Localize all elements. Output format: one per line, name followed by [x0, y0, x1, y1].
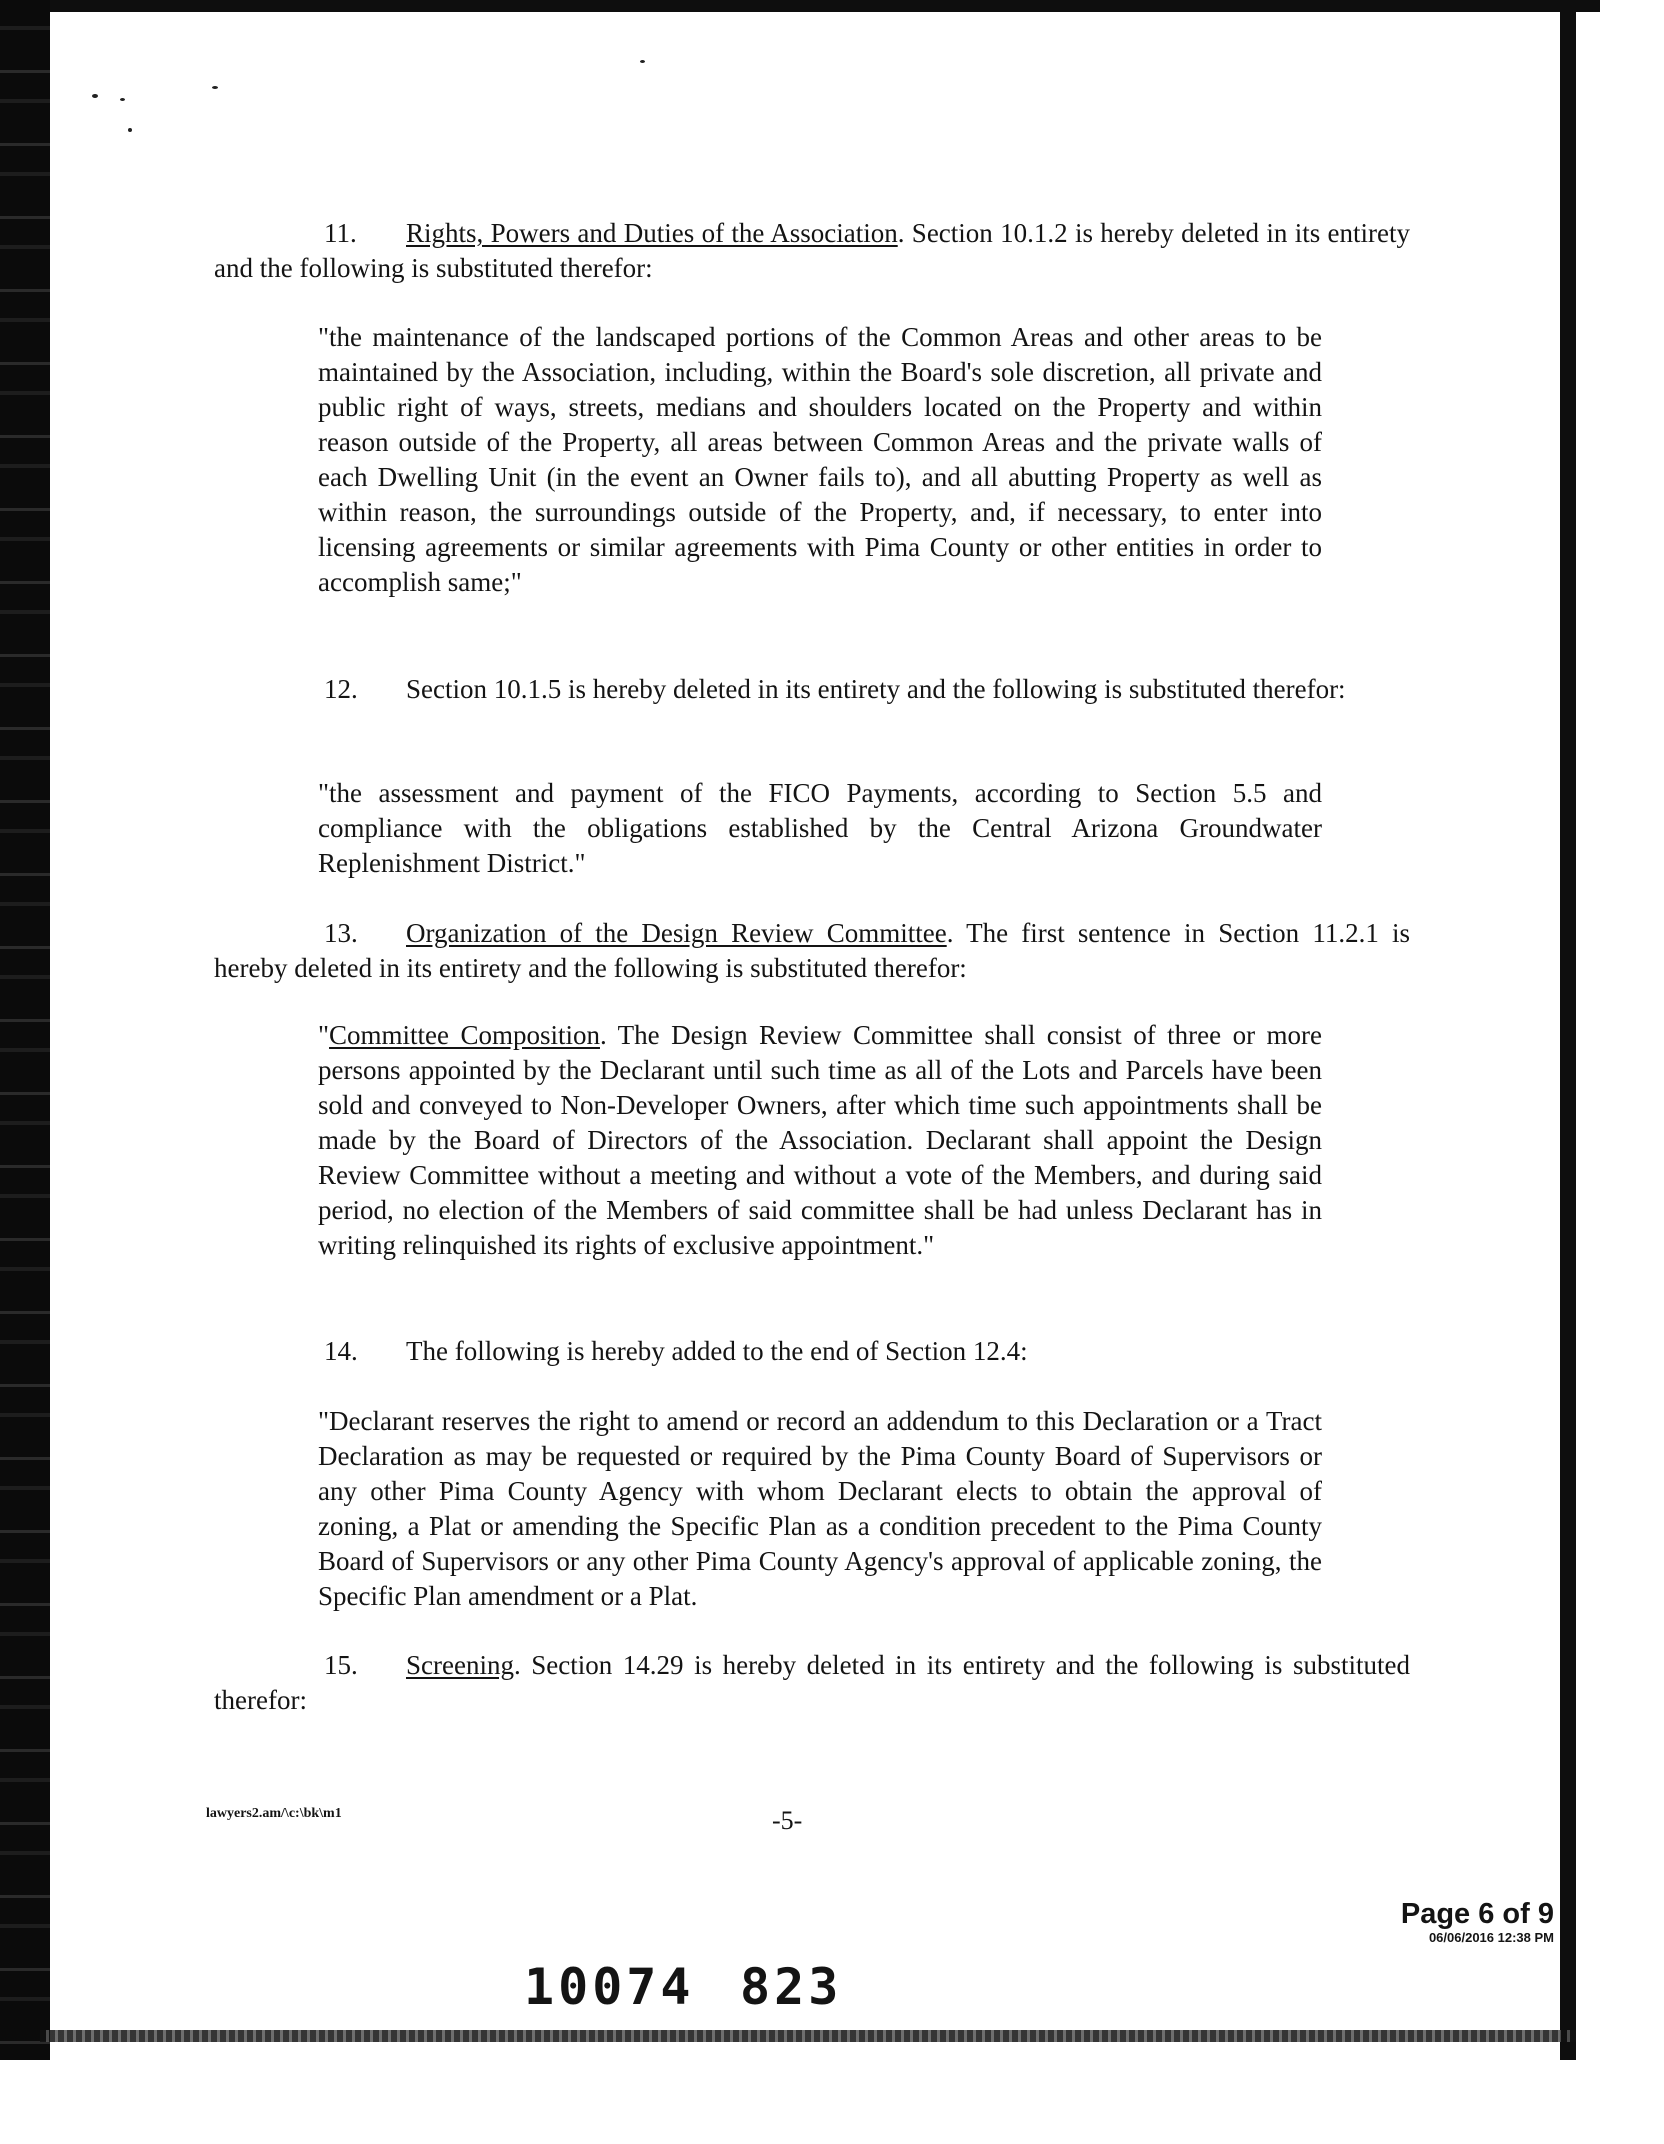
section-12-quote: "the assessment and payment of the FICO Payments, according to Section 5.5 and compliance with the obligations established by the Central Arizona Groundwater Replenishment District."	[318, 778, 1322, 878]
section-heading: Screening	[406, 1650, 514, 1680]
section-12-intro	[214, 672, 1410, 707]
scan-speck	[212, 86, 218, 89]
page-counter-stamp	[1401, 1898, 1554, 1945]
section-text: Section 10.1.5 is hereby deleted in its entirety and the following is substituted therefor:	[406, 674, 1346, 704]
section-number: 14.	[324, 1336, 358, 1366]
scan-speck	[92, 94, 98, 98]
section-11-quote: "the maintenance of the landscaped portions of the Common Areas and other areas to be maintained by the Association, including, within the Board's sole discretion, all private and public right of ways, streets, medians and shoulders located on the Property and within reason outside of the Property, all areas between Common Areas and the private walls of each Dwelling Unit (in the event an Owner fails to), and all abutting Property as well as within reason, the surroundings outside of the Property, and, if necessary, to enter into licensing agreements or similar agreements with Pima County or other entities in order to accomplish same;"	[318, 322, 1322, 597]
section-heading: Organization of the Design Review Committee	[406, 918, 947, 948]
scan-border-top	[0, 0, 1600, 12]
page-number: -5-	[772, 1806, 803, 1835]
section-number: 12.	[324, 674, 358, 704]
scan-border-right	[1560, 0, 1576, 2060]
section-11-intro	[214, 216, 1410, 286]
scan-speck	[640, 60, 645, 63]
print-timestamp: 06/06/2016 12:38 PM	[1428, 1930, 1554, 1945]
section-13-intro	[214, 916, 1410, 986]
section-number: 11.	[324, 218, 357, 248]
quote-text: . The Design Review Committee shall consist of three or more persons appointed by the Declarant until such time as all of the Lots and Parcels have been sold and conveyed to Non-Developer Owners, after which time such appointments shall be made by the Board of Directors of the Association. Declarant shall appoint the Design Review Committee without a meeting and without a vote of the Members, and during said period, no election of the Members of said committee shall be had unless Declarant has in writing relinquished its rights of exclusive appointment."	[318, 1020, 1322, 1260]
scan-border-left	[0, 0, 50, 2060]
section-heading: Rights, Powers and Duties of the Association	[406, 218, 898, 248]
section-14-intro	[214, 1334, 1410, 1369]
quote-heading: Committee Composition	[329, 1020, 600, 1050]
section-13-quote: "Committee Composition. The Design Review Committee shall consist of three or more persons appointed by the Declarant until such time as all of the Lots and Parcels have been sold and conveyed to Non-Developer Owners, after which time such appointments shall be made by the Board of Directors of the Association. Declarant shall appoint the Design Review Committee without a meeting and without a vote of the Members, and during said period, no election of the Members of said committee shall be had unless Declarant has in writing relinquished its rights of exclusive appointment."	[318, 1020, 1322, 1260]
page-of-label: Page 6 of 9	[1400, 1898, 1554, 1930]
scan-speck	[128, 128, 132, 132]
section-text: . The first sentence in Section 11.2.1 is hereby deleted in its entirety and the following is substituted therefor:	[214, 918, 1411, 983]
file-reference: lawyers2.am/\c:\bk\m1	[206, 1806, 342, 1821]
section-text: . Section 14.29 is hereby deleted in its entirety and the following is substituted therefor:	[214, 1650, 1410, 1715]
scan-speck	[120, 98, 125, 101]
section-14-quote: "Declarant reserves the right to amend or record an addendum to this Declaration or a Tract Declaration as may be requested or required by the Pima County Board of Supervisors or any other Pima County Agency with whom Declarant elects to obtain the approval of zoning, a Plat or amending the Specific Plan as a condition precedent to the Pima County Board of Supervisors or any other Pima County Agency's approval of applicable zoning, the Specific Plan amendment or a Plat.	[318, 1406, 1322, 1611]
section-15-intro	[214, 1648, 1410, 1718]
section-number: 13.	[324, 918, 358, 948]
section-text: . Section 10.1.2 is hereby deleted in its entirety and the following is substituted therefor:	[214, 218, 1411, 283]
docket-page: 823	[740, 1958, 843, 2016]
docket-number: 10074	[524, 1958, 695, 2016]
section-text: The following is hereby added to the end of Section 12.4:	[406, 1336, 1028, 1366]
section-number: 15.	[324, 1650, 358, 1680]
scan-border-bottom	[40, 2030, 1576, 2042]
